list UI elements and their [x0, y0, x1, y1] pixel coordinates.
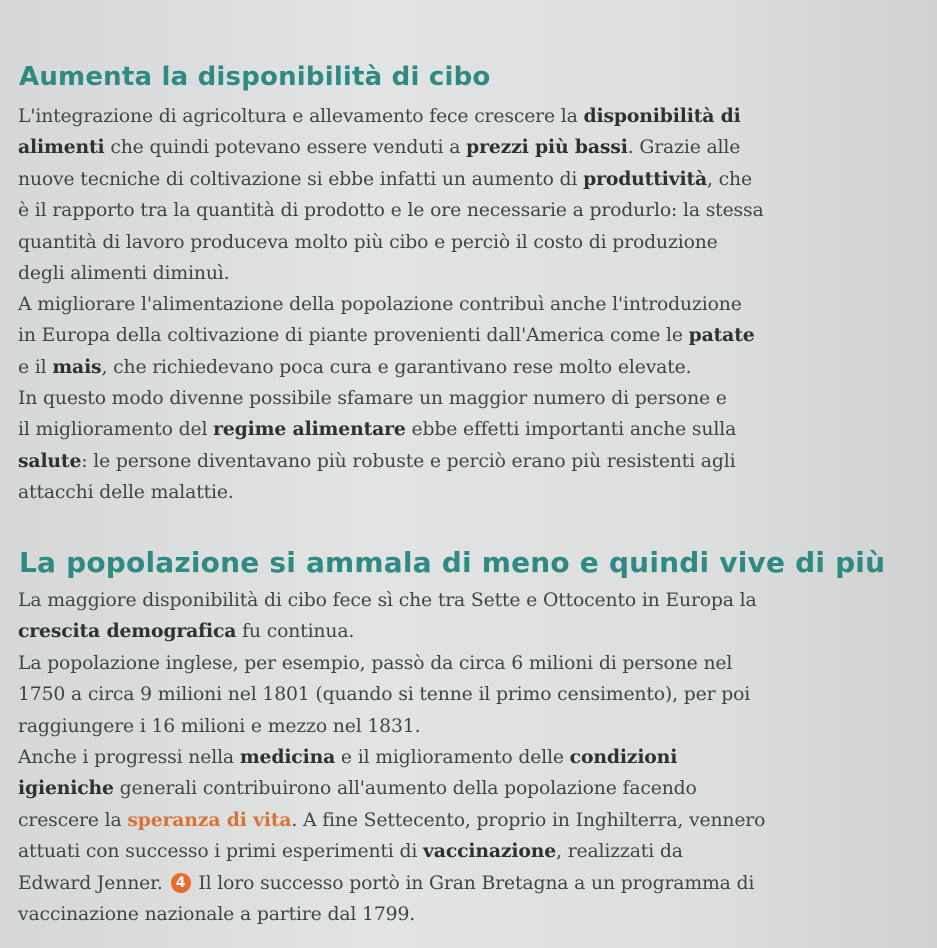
text-line: il miglioramento del regime alimentare ebbe effetti importanti anche sulla: [18, 418, 737, 441]
text-line: A migliorare l'alimentazione della popolazione contribuì anche l'introduzione: [18, 294, 742, 315]
text-line: raggiungere i 16 milioni e mezzo nel 1831.: [18, 715, 421, 737]
keyword-food-availability: disponibilità di: [583, 105, 741, 127]
keyword-medicine: medicina: [239, 746, 336, 768]
text-line: In questo modo divenne possibile sfamare un maggior numero di persone e: [18, 388, 727, 409]
keyword-life-expectancy: speranza di vita: [127, 808, 292, 831]
text-line: attuati con successo i primi esperimenti di vaccinazione, realizzati da: [18, 840, 683, 863]
paragraph-american-crops: [18, 289, 918, 383]
text-line: è il rapporto tra la quantità di prodotto e le ore necessarie a produrlo: la stessa: [18, 200, 764, 222]
paragraph-english-population: [18, 648, 918, 742]
paragraph-agriculture: [18, 101, 918, 289]
keyword-health: salute: [18, 449, 82, 472]
text-line: alimenti che quindi potevano essere venduti a prezzi più bassi. Grazie alle: [18, 136, 741, 159]
keyword-hygienic: igieniche: [18, 777, 114, 800]
text-line: La maggiore disponibilità di cibo fece sì che tra Sette e Ottocento in Europa la: [18, 590, 757, 611]
text-line: nuove tecniche di coltivazione si ebbe infatti un aumento di produttività, che: [18, 167, 752, 190]
keyword-food: alimenti: [18, 136, 105, 159]
text-line: vaccinazione nazionale a partire dal 1799.: [18, 904, 416, 926]
text-line: quantità di lavoro produceva molto più cibo e perciò il costo di produzione: [18, 231, 718, 253]
text-line: crescita demografica fu continua.: [18, 620, 355, 643]
text-line: degli alimenti diminuì.: [18, 263, 230, 285]
text-line: 1750 a circa 9 milioni nel 1801 (quando si tenne il primo censimento), per poi: [18, 684, 751, 706]
text-line: attacchi delle malattie.: [18, 482, 234, 504]
text-line: in Europa della coltivazione di piante provenienti dall'America come le patate: [18, 324, 755, 347]
section-heading-population: La popolazione si ammala di meno e quindi vive di più: [19, 546, 886, 579]
keyword-productivity: produttività: [583, 167, 708, 190]
keyword-demographic-growth: crescita demografica: [18, 620, 237, 643]
paragraph-health: [18, 383, 918, 509]
text-line: salute: le persone diventavano più robuste e perciò erano più resistenti agli: [18, 449, 736, 472]
figure-reference-badge: 4: [171, 873, 191, 893]
text-line: igieniche generali contribuirono all'aumento della popolazione facendo: [18, 777, 697, 800]
paragraph-medicine-vaccination: [18, 742, 918, 930]
section-heading-food-availability: Aumenta la disponibilità di cibo: [19, 62, 491, 92]
text-line: Anche i progressi nella medicina e il miglioramento delle condizioni: [18, 746, 678, 768]
keyword-vaccination: vaccinazione: [423, 840, 557, 863]
keyword-diet: regime alimentare: [213, 418, 406, 441]
text-line: La popolazione inglese, per esempio, passò da circa 6 milioni di persone nel: [18, 653, 733, 674]
paragraph-demographic-growth: [18, 585, 918, 648]
text-line: e il mais, che richiedevano poca cura e garantivano rese molto elevate.: [18, 355, 692, 378]
keyword-potatoes: patate: [688, 324, 755, 347]
text-line: L'integrazione di agricoltura e allevamento fece crescere la disponibilità di: [18, 105, 741, 127]
text-line: crescere la speranza di vita. A fine Settecento, proprio in Inghilterra, vennero: [18, 808, 766, 831]
keyword-maize: mais: [52, 355, 102, 378]
text-line: Edward Jenner. 4 Il loro successo portò in Gran Bretagna a un programma di: [18, 872, 755, 894]
keyword-conditions: condizioni: [569, 746, 678, 768]
keyword-lower-prices: prezzi più bassi: [466, 136, 628, 159]
